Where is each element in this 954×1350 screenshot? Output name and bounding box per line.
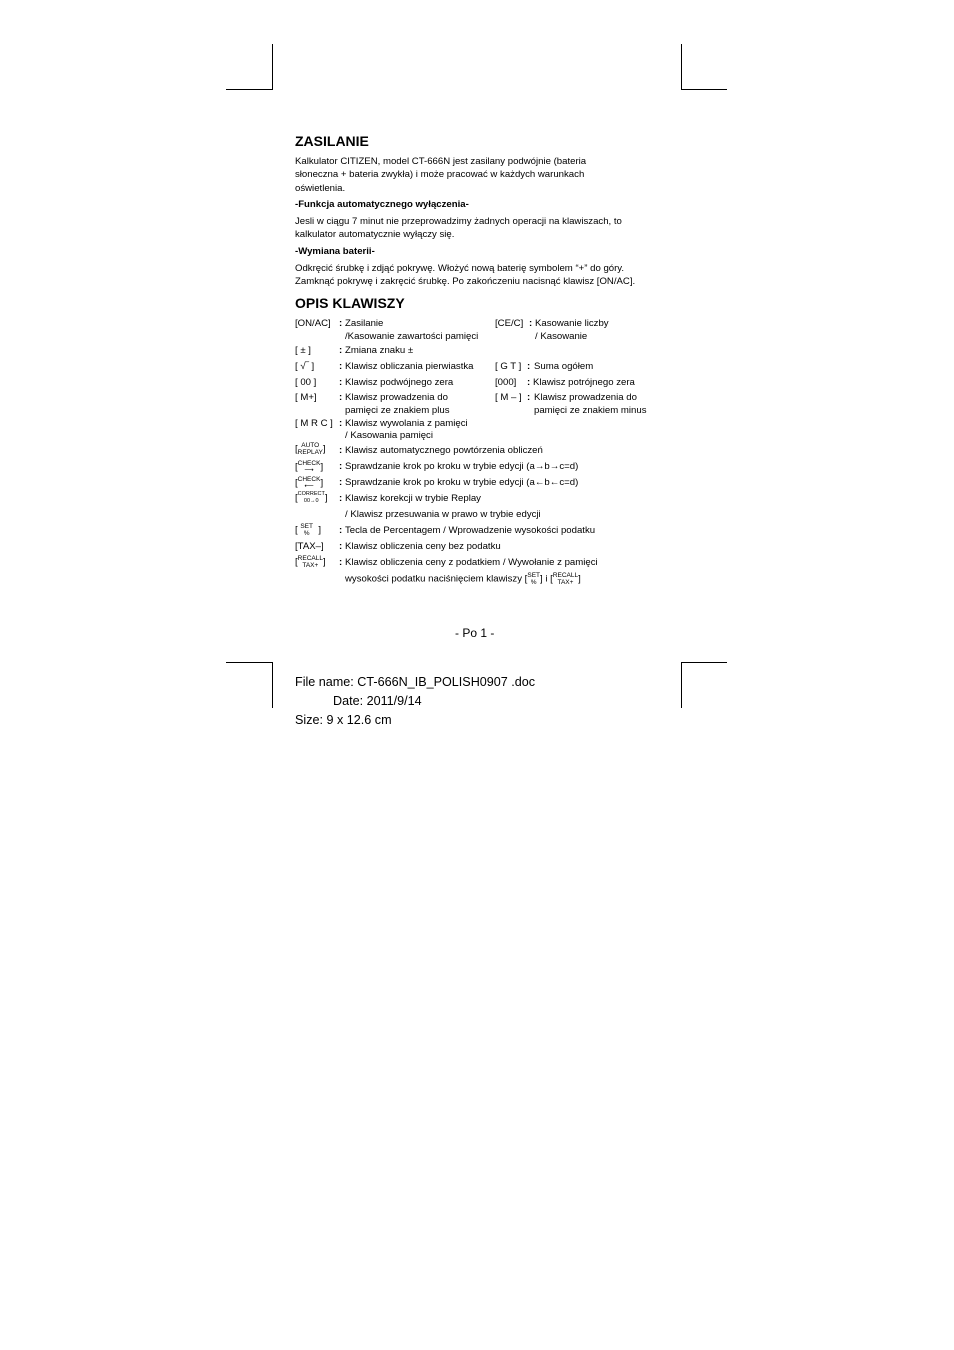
key-mminus-desc: Klawisz prowadzenia do — [534, 392, 637, 403]
key-recall-tax-inline: RECALL TAX+ — [552, 572, 579, 586]
crop-mark — [681, 662, 682, 708]
key-sqrt-desc: Klawisz obliczania pierwiastka — [345, 361, 474, 372]
separator: : — [339, 541, 343, 552]
key-cec-desc: Kasowanie liczby — [535, 318, 609, 329]
key-auto-replay-label: AUTO REPLAY — [297, 442, 323, 456]
key-mrc: [ M R C ] — [295, 418, 333, 429]
key-auto-replay: [ AUTO REPLAY] — [295, 442, 326, 456]
separator: : — [339, 557, 343, 568]
arrow-left-icon: ⟵ — [304, 483, 314, 490]
key-auto-replay-desc: Klawisz automatycznego powtórzenia obliczeń — [345, 445, 543, 456]
crop-mark — [272, 44, 273, 90]
key-check-forward: [CHECK ⟶ ] — [295, 460, 324, 474]
key-000-desc: Klawisz potrójnego zera — [533, 377, 635, 388]
separator: : — [339, 345, 343, 356]
separator: : — [339, 418, 343, 429]
separator: : — [339, 318, 343, 329]
key-onac: [ON/AC] — [295, 318, 331, 329]
auto-off-heading: -Funkcja automatycznego wyłączenia- — [295, 199, 469, 210]
crop-mark — [681, 89, 727, 90]
separator: : — [339, 445, 343, 456]
separator: : — [527, 377, 531, 388]
key-set-percent-label: SET % — [300, 523, 313, 537]
key-00: [ 00 ] — [295, 377, 317, 388]
key-onac-desc2: /Kasowanie zawartości pamięci — [345, 331, 479, 342]
key-cec-desc2: / Kasowanie — [535, 331, 588, 342]
key-correct-desc2: / Klawisz przesuwania w prawo w trybie edycji — [345, 509, 541, 520]
arrow-right-icon: ⟶ — [304, 467, 314, 474]
separator: : — [527, 392, 531, 403]
key-recall-tax-desc: Klawisz obliczenia ceny z podatkiem / Wywołanie z pamięci — [345, 557, 598, 568]
separator: : — [339, 361, 343, 372]
crop-mark — [226, 662, 273, 663]
separator: : — [339, 392, 343, 403]
separator: : — [527, 361, 531, 372]
key-check-back-desc: Sprawdzanie krok po kroku w trybie edycji (a←b←c=d) — [345, 477, 579, 488]
section-title-opis: OPIS KLAWISZY — [295, 295, 405, 311]
separator: : — [339, 525, 343, 536]
key-mplus-desc: Klawisz prowadzenia do — [345, 392, 448, 403]
auto-off-paragraph: Jesli w ciągu 7 minut nie przeprowadzimy żadnych operacji na klawiszach, to kalkulator automatycznie wyłączy się. — [295, 216, 622, 241]
separator: : — [339, 461, 343, 472]
key-check-forward-desc: Sprawdzanie krok po kroku w trybie edycji (a→b→c=d) — [345, 461, 579, 472]
key-set-percent-inline: SET % — [527, 572, 541, 586]
key-mminus: [ M – ] — [495, 392, 522, 403]
key-check-back-label: CHECK ⟵ — [297, 476, 321, 490]
footer-date: Date: 2011/9/14 — [333, 694, 422, 708]
key-set-percent: [ SET % ] — [295, 523, 321, 537]
key-00-desc: Klawisz podwójnego zera — [345, 377, 454, 388]
key-check-forward-label: CHECK ⟶ — [297, 460, 321, 474]
key-check-back: [CHECK ⟵ ] — [295, 476, 324, 490]
section-title-zasilanie: ZASILANIE — [295, 133, 369, 149]
key-correct: [CORRECT 00→0 ] — [295, 491, 328, 504]
separator: : — [529, 318, 533, 329]
crop-mark — [681, 44, 682, 90]
key-recall-tax-desc2: wysokości podatku naciśnięciem klawiszy [SET % ] i [RECALL TAX+ ] — [345, 572, 581, 586]
separator: : — [339, 377, 343, 388]
key-recall-tax-label: RECALL TAX+ — [297, 555, 323, 569]
key-sqrt: [ √‾ ] — [295, 361, 315, 372]
key-mrc-desc: Klawisz wywolania z pamięci — [345, 418, 468, 429]
separator: : — [339, 493, 343, 504]
key-mrc-desc2: / Kasowania pamięci — [345, 430, 433, 441]
crop-mark — [272, 662, 273, 708]
key-recall-tax: [RECALL TAX+ ] — [295, 555, 326, 569]
crop-mark — [681, 662, 727, 663]
key-mminus-desc2: pamięci ze znakiem minus — [534, 405, 647, 416]
key-gt: [ G T ] — [495, 361, 522, 372]
key-gt-desc: Suma ogółem — [534, 361, 594, 372]
key-correct-label: CORRECT 00→0 — [297, 491, 325, 504]
key-set-percent-desc: Tecla de Percentagem / Wprowadzenie wysokości podatku — [345, 525, 596, 536]
key-correct-desc: Klawisz korekcji w trybie Replay — [345, 493, 481, 504]
battery-heading: -Wymiana baterii- — [295, 246, 375, 257]
footer-file-name: File name: CT-666N_IB_POLISH0907 .doc — [295, 675, 536, 689]
crop-mark — [226, 89, 273, 90]
key-mplus-desc2: pamięci ze znakiem plus — [345, 405, 450, 416]
key-cec: [CE/C] — [495, 318, 524, 329]
footer-size: Size: 9 x 12.6 cm — [295, 713, 392, 727]
key-tax-minus: [TAX–] — [295, 541, 324, 552]
separator: : — [339, 477, 343, 488]
page-number: - Po 1 - — [455, 626, 495, 640]
key-mplus: [ M+] — [295, 392, 317, 403]
key-onac-desc: Zasilanie — [345, 318, 384, 329]
key-tax-minus-desc: Klawisz obliczenia ceny bez podatku — [345, 541, 501, 552]
intro-paragraph: Kalkulator CITIZEN, model CT-666N jest zasilany podwójnie (bateria słoneczna + bateria zwykła) i może pracować w każdych warunkach oświetlenia. — [295, 156, 587, 194]
key-plus-minus: [ ± ] — [295, 345, 311, 356]
key-plus-minus-desc: Zmiana znaku ± — [345, 345, 414, 356]
key-000: [000] — [495, 377, 517, 388]
battery-paragraph: Odkręcić śrubkę i zdjąć pokrywę. Włożyć nową baterię symbolem “+” do góry. Zamknąć pokrywę i zakręcić śrubkę. Po zakończeniu nacisnąć klawisz [ON/AC]. — [295, 263, 636, 288]
